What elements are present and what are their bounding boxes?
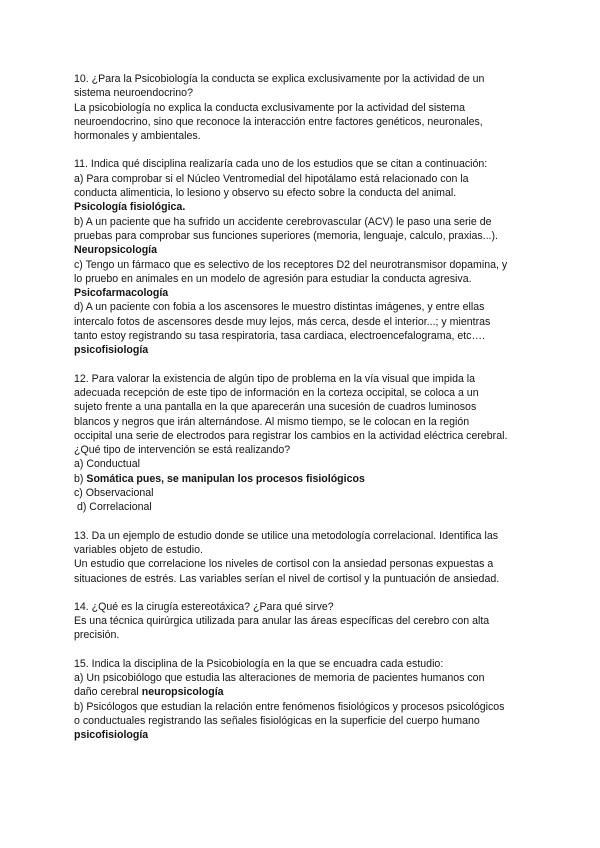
answer-10-line-3: hormonales y ambientales. [74,130,201,143]
option-b-prefix: b) [74,472,87,485]
question-11a-line-1: a) Para comprobar si el Núcleo Ventromedial del hipotálamo está relacionado con la [74,172,469,185]
question-13-line-1: 13. Da un ejemplo de estudio donde se utilice una metodología correlacional. Identifica las [74,529,499,542]
question-13-line-2: variables objeto de estudio. [74,543,203,556]
question-15 [74,657,534,743]
question-13 [74,529,534,586]
question-11c-line-2: lo pruebo en animales en un modelo de agresión para estudiar la conducta agresiva. [74,272,472,285]
question-12-line-5: occipital una serie de electrodos para registrar los cambios en la actividad eléctrica cerebral. [74,429,508,442]
question-10-line-2: sistema neuroendocrino? [74,87,193,100]
question-11-text: 11. Indica qué disciplina realizaría cada uno de los estudios que se citan a continuación: [74,158,488,171]
document-content [74,72,534,756]
question-12-line-1: 12. Para valorar la existencia de algún tipo de problema en la vía visual que impida la [74,372,476,385]
answer-15a: neuropsicología [141,686,224,699]
question-12 [74,372,534,515]
answer-13-line-1: Un estudio que correlacione los niveles de cortisol con la ansiedad personas expuestas a [74,558,494,571]
question-12-option-d: d) Correlacional [74,501,152,514]
answer-12: Somática pues, se manipulan los procesos fisiológicos [86,472,365,485]
answer-10-line-1: La psicobiología no explica la conducta exclusivamente por la actividad del sistema [74,101,466,114]
question-11d-line-1: d) A un paciente con fobia a los ascensores le muestro distintas imágenes, y entre ellas [74,301,485,314]
answer-11d: psicofisiología [74,344,149,357]
answer-11c: Psicofarmacología [74,287,169,300]
question-12-line-6: ¿Qué tipo de intervención se está realizando? [74,444,291,457]
question-12-option-c: c) Observacional [74,487,154,500]
question-15b-line-1: b) Psicólogos que estudian la relación entre fenómenos fisiológicos y procesos psicológicos [74,700,505,713]
answer-14-line-1: Es una técnica quirúrgica utilizada para anular las áreas específicas del cerebro con alta [74,615,490,628]
question-11d-line-2: intercalo fotos de ascensores desde muy lejos, más cerca, desde el interior...; y mientras [74,315,491,328]
question-11d-line-3: tanto estoy registrando su tasa respiratoria, tasa cardiaca, electroencefalograma, etc…. [74,330,486,343]
question-10-line-1: 10. ¿Para la Psicobiología la conducta se explica exclusivamente por la actividad de un [74,73,485,85]
answer-14-line-2: precisión. [74,629,120,642]
question-11 [74,157,534,357]
question-12-option-b [74,472,534,486]
question-11a-line-2: conducta alimenticia, lo lesiono y observo su efecto sobre la conducta del animal. [74,187,457,200]
question-11c-line-1: c) Tengo un fármaco que es selectivo de los receptores D2 del neurotransmisor dopamina, y [74,258,508,271]
question-14-text: 14. ¿Qué es la cirugía estereotáxica? ¿Para qué sirve? [74,600,334,613]
question-12-line-2: adecuada recepción de este tipo de información en la corteza occipital, se coloca a un [74,386,479,399]
answer-11b: Neuropsicología [74,244,157,257]
question-15a-line-2 [74,685,534,699]
answer-10-line-2: neuroendocrino, sino que reconoce la interacción entre factores genéticos, neuronales, [74,115,483,128]
question-14 [74,600,534,643]
question-15-text: 15. Indica la disciplina de la Psicobiología en la que se encuadra cada estudio: [74,657,444,670]
question-11b-line-1: b) A un paciente que ha sufrido un accidente cerebrovascular (ACV) le paso una serie de [74,215,492,228]
question-15a-prefix: daño cerebral [74,686,142,699]
question-12-option-a: a) Conductual [74,458,140,471]
question-15b-line-2: o conductuales registrando las señales fisiológicas en la superficie del cuerpo humano [74,714,480,727]
question-12-line-4: blancos y negros que irán alternándose. Al mismo tiempo, se le colocan en la región [74,415,470,428]
question-12-line-3: sujeto frente a una pantalla en la que aparecerán una sucesión de cuadros luminosos [74,401,477,414]
question-15a-line-1: a) Un psicobiólogo que estudia las alteraciones de memoria de pacientes humanos con [74,671,485,684]
answer-13-line-2: situaciones de estrés. Las variables serían el nivel de cortisol y la puntuación de ansiedad. [74,572,500,585]
question-10 [74,72,534,143]
answer-15b: psicofisiología [74,729,149,742]
answer-11a: Psicología fisiológica. [74,201,186,214]
question-11b-line-2: pruebas para comprobar sus funciones superiores (memoria, lenguaje, calculo, praxias...). [74,229,498,242]
